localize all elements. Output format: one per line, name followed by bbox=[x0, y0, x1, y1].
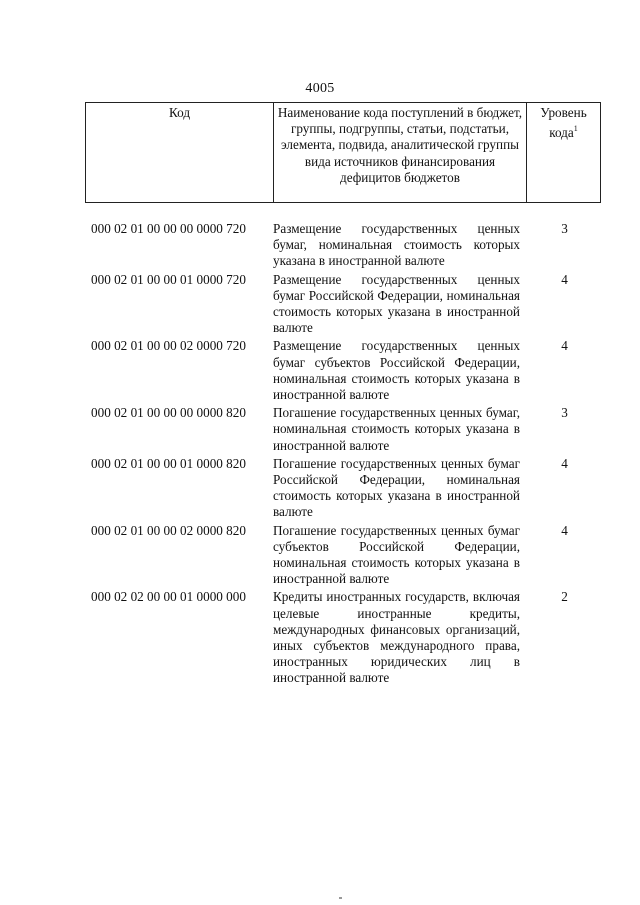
row-level: 4 bbox=[561, 455, 568, 471]
scan-mark bbox=[339, 897, 342, 899]
table-row bbox=[91, 221, 601, 270]
row-name: Погашение государственных ценных бумаг, номинальная стоимость которых указана в иностранной валюте bbox=[273, 405, 520, 453]
table-row bbox=[91, 456, 601, 521]
row-code: 000 02 01 00 00 01 0000 820 bbox=[91, 455, 246, 471]
row-name: Размещение государственных ценных бумаг, номинальная стоимость которых указана в иностранной валюте bbox=[273, 221, 520, 269]
row-level: 2 bbox=[561, 589, 568, 605]
row-level: 4 bbox=[561, 271, 568, 287]
header-level bbox=[527, 103, 600, 202]
header-name: Наименование кода поступлений в бюджет, группы, подгруппы, статьи, подстатьи, элемента, подвида, аналитической группы вида источников финансирования дефицитов бюджетов bbox=[274, 103, 527, 202]
table-row bbox=[91, 272, 601, 337]
row-level: 3 bbox=[561, 405, 568, 421]
row-level: 4 bbox=[561, 522, 568, 538]
row-code: 000 02 01 00 00 02 0000 820 bbox=[91, 522, 246, 538]
table-row bbox=[91, 589, 601, 686]
table-row bbox=[91, 338, 601, 403]
row-name: Погашение государственных ценных бумаг Российской Федерации, номинальная стоимость которых указана в иностранной валюте bbox=[273, 455, 520, 520]
table-body bbox=[91, 221, 601, 689]
header-level-label: Уровень кода bbox=[540, 105, 587, 141]
header-code: Код bbox=[86, 103, 274, 202]
page-number: 4005 bbox=[305, 81, 335, 96]
table-header bbox=[85, 102, 601, 203]
row-level: 3 bbox=[561, 221, 568, 236]
row-code: 000 02 01 00 00 00 0000 820 bbox=[91, 405, 246, 421]
row-name: Кредиты иностранных государств, включая целевые иностранные кредиты, международных финансовых организаций, иных субъектов международного права, иностранных юридических лиц в иностранной валюте bbox=[273, 589, 520, 686]
row-name: Размещение государственных ценных бумаг субъектов Российской Федерации, номинальная стоимость которых указана в иностранной валюте bbox=[273, 338, 520, 403]
row-level: 4 bbox=[561, 338, 568, 354]
row-code: 000 02 01 00 00 01 0000 720 bbox=[91, 271, 246, 287]
row-name: Погашение государственных ценных бумаг субъектов Российской Федерации, номинальная стоимость которых указана в иностранной валюте bbox=[273, 522, 520, 587]
row-code: 000 02 01 00 00 02 0000 720 bbox=[91, 338, 246, 354]
row-code: 000 02 02 00 00 01 0000 000 bbox=[91, 589, 246, 605]
header-level-footnote: 1 bbox=[573, 124, 578, 134]
row-name: Размещение государственных ценных бумаг Российской Федерации, номинальная стоимость которых указана в иностранной валюте bbox=[273, 271, 520, 336]
table-row bbox=[91, 405, 601, 454]
table-row bbox=[91, 523, 601, 588]
row-code: 000 02 01 00 00 00 0000 720 bbox=[91, 221, 246, 236]
